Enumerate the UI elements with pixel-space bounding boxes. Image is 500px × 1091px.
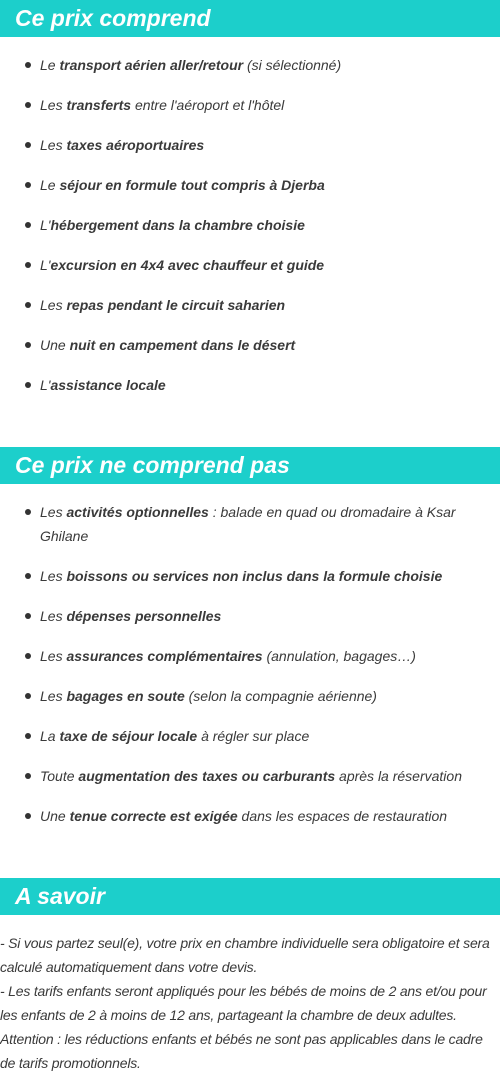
item-suffix: (selon la compagnie aérienne) (184, 688, 377, 704)
item-prefix: Les (40, 504, 67, 520)
excluded-list (0, 500, 500, 844)
bullet-icon (25, 733, 31, 739)
item-highlight: dépenses personnelles (66, 608, 222, 624)
bullet-icon (25, 222, 31, 228)
item-prefix: Une (40, 808, 70, 824)
item-prefix: L' (40, 257, 51, 273)
item-suffix: dans les espaces de restauration (237, 808, 448, 824)
item-highlight: excursion en 4x4 avec chauffeur et guide (50, 257, 325, 273)
section-title-included: Ce prix comprend (15, 5, 211, 31)
item-prefix: Les (40, 568, 67, 584)
bullet-icon (25, 653, 31, 659)
section-header-info (0, 878, 500, 915)
item-prefix: Le (40, 57, 60, 73)
list-item (0, 373, 500, 397)
list-item (0, 604, 500, 628)
item-highlight: boissons ou services non inclus dans la formule choisie (66, 568, 443, 584)
list-item (0, 500, 500, 548)
bullet-icon (25, 573, 31, 579)
list-item (0, 293, 500, 317)
section-title-excluded: Ce prix ne comprend pas (15, 452, 290, 478)
item-highlight: assistance locale (50, 377, 166, 393)
item-suffix: : balade en quad ou dromadaire à Ksar Ghilane (40, 504, 456, 544)
item-highlight: bagages en soute (66, 688, 185, 704)
list-item (0, 213, 500, 237)
item-highlight: taxe de séjour locale (59, 728, 198, 744)
item-highlight: repas pendant le circuit saharien (66, 297, 286, 313)
item-highlight: séjour en formule tout compris à Djerba (59, 177, 325, 193)
list-item (0, 724, 500, 748)
bullet-icon (25, 102, 31, 108)
list-item (0, 333, 500, 357)
item-prefix: L' (40, 377, 51, 393)
bullet-icon (25, 813, 31, 819)
item-prefix: Les (40, 137, 67, 153)
list-item (0, 53, 500, 77)
item-highlight: transferts (66, 97, 132, 113)
list-item (0, 253, 500, 277)
item-highlight: activités optionnelles (66, 504, 209, 520)
bullet-icon (25, 302, 31, 308)
item-prefix: Les (40, 648, 67, 664)
info-paragraph: - Si vous partez seul(e), votre prix en chambre individuelle sera obligatoire et sera calculé automatiquement dans votre devis. (0, 935, 490, 975)
included-list (0, 53, 500, 413)
item-prefix: Les (40, 97, 67, 113)
bullet-icon (25, 613, 31, 619)
bullet-icon (25, 382, 31, 388)
list-item (0, 804, 500, 828)
bullet-icon (25, 773, 31, 779)
item-prefix: Les (40, 688, 67, 704)
item-suffix: à régler sur place (197, 728, 310, 744)
list-item (0, 684, 500, 708)
item-suffix: (annulation, bagages…) (262, 648, 416, 664)
bullet-icon (25, 262, 31, 268)
item-highlight: nuit en campement dans le désert (69, 337, 296, 353)
bullet-icon (25, 62, 31, 68)
list-item (0, 93, 500, 117)
item-suffix: (si sélectionné) (243, 57, 342, 73)
section-title-info: A savoir (15, 883, 105, 909)
item-prefix: La (40, 728, 60, 744)
item-highlight: transport aérien aller/retour (59, 57, 244, 73)
item-prefix: Toute (40, 768, 79, 784)
list-item (0, 764, 500, 788)
item-prefix: L' (40, 217, 51, 233)
item-prefix: Les (40, 608, 67, 624)
info-paragraph: - Les tarifs enfants seront appliqués pour les bébés de moins de 2 ans et/ou pour les enfants de 2 à moins de 12 ans, partageant la chambre de deux adultes. (0, 983, 487, 1023)
bullet-icon (25, 342, 31, 348)
bullet-icon (25, 142, 31, 148)
item-prefix: Le (40, 177, 60, 193)
bullet-icon (25, 693, 31, 699)
item-highlight: taxes aéroportuaires (66, 137, 205, 153)
item-suffix: entre l'aéroport et l'hôtel (131, 97, 285, 113)
bullet-icon (25, 509, 31, 515)
item-highlight: augmentation des taxes ou carburants (78, 768, 336, 784)
list-item (0, 133, 500, 157)
item-highlight: hébergement dans la chambre choisie (50, 217, 305, 233)
info-notes (0, 931, 500, 1075)
bullet-icon (25, 182, 31, 188)
item-prefix: Les (40, 297, 67, 313)
item-highlight: tenue correcte est exigée (69, 808, 238, 824)
list-item (0, 173, 500, 197)
item-suffix: après la réservation (335, 768, 462, 784)
section-header-excluded (0, 447, 500, 484)
item-prefix: Une (40, 337, 70, 353)
info-paragraph: Attention : les réductions enfants et bébés ne sont pas applicables dans le cadre de tarifs promotionnels. (0, 1031, 483, 1071)
item-highlight: assurances complémentaires (66, 648, 263, 664)
list-item (0, 644, 500, 668)
section-header-included (0, 0, 500, 37)
list-item (0, 564, 500, 588)
